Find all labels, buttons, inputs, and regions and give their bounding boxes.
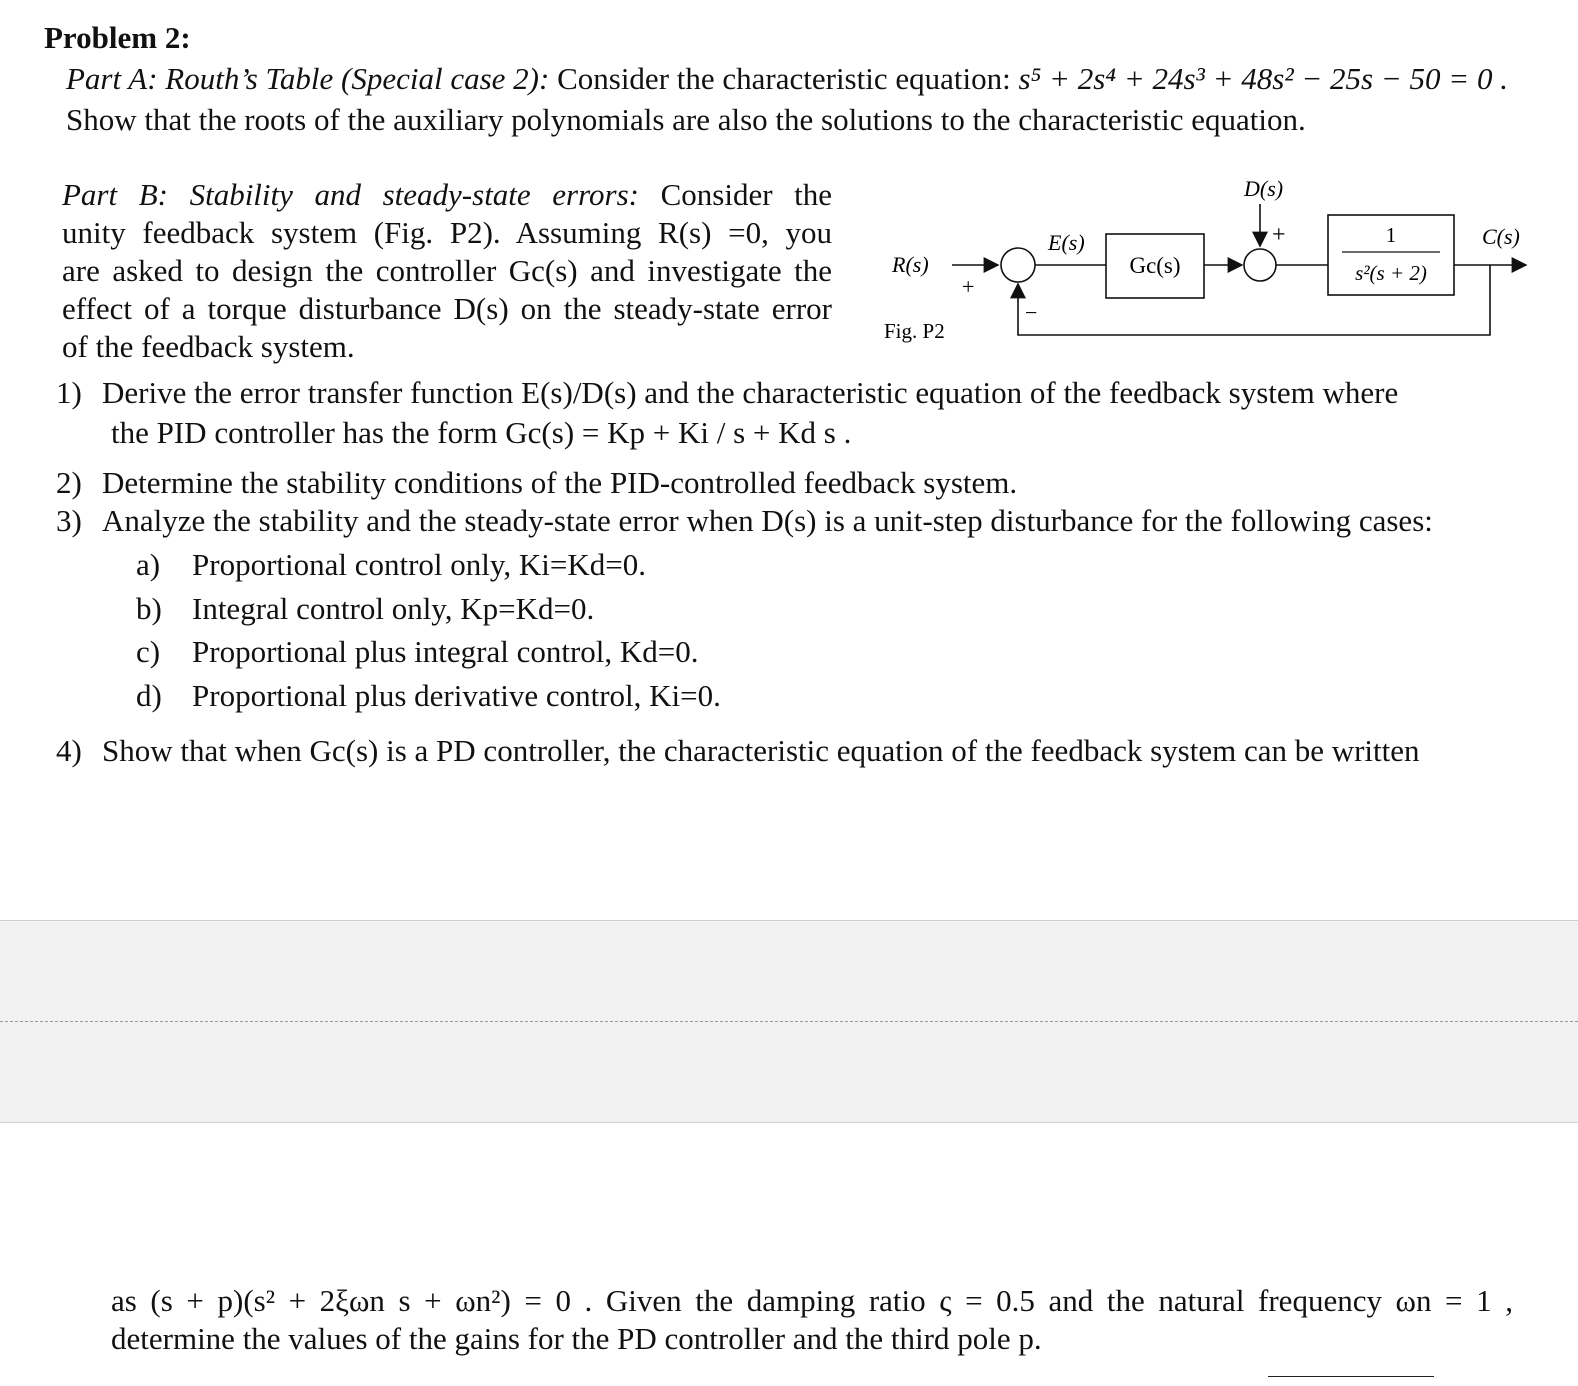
q2-text: Determine the stability conditions of the PID-controlled feedback system.	[102, 465, 1018, 500]
q3c-letter: c)	[136, 634, 161, 669]
q3c	[136, 633, 699, 671]
q4-line1: Show that when Gc(s) is a PD controller, the characteristic equation of the feedback system can be written	[102, 733, 1420, 768]
q4-line3: determine the values of the gains for the PD controller and the third pole p.	[111, 1321, 1042, 1356]
q1-line1: Derive the error transfer function E(s)/D(s) and the characteristic equation of the feedback system where	[102, 375, 1399, 410]
summing-junction-1	[1001, 248, 1035, 282]
q1-line2: the PID controller has the form Gc(s) = Kp + Ki / s + Kd s .	[111, 415, 852, 450]
question-2	[56, 464, 1017, 502]
input-label: R(s)	[892, 252, 929, 277]
sum1-minus-sign: −	[1025, 300, 1038, 325]
part-b-paragraph	[62, 176, 832, 366]
q3-number: 3)	[56, 503, 82, 538]
part-b-line3: are asked to design the controller Gc(s) and investigate the	[62, 253, 832, 288]
q4-number: 4)	[56, 733, 82, 768]
page-break-dashed-line	[0, 1021, 1578, 1022]
question-1	[56, 374, 1398, 412]
q3a-letter: a)	[136, 547, 161, 582]
part-b-line5: of the feedback system.	[62, 329, 355, 364]
page-break-bottom-edge	[0, 1122, 1578, 1123]
part-a-line1	[66, 60, 1508, 98]
q3-text: Analyze the stability and the steady-state error when D(s) is a unit-step disturbance for the following cases:	[102, 503, 1433, 538]
q3a	[136, 546, 646, 584]
problem-title: Problem 2:	[44, 20, 191, 55]
part-b-line1	[62, 176, 832, 214]
part-b-label: Part B: Stability and steady-state errors:	[62, 177, 639, 212]
q3d	[136, 677, 721, 715]
part-b-line2: unity feedback system (Fig. P2). Assuming R(s) =0, you	[62, 215, 832, 250]
controller-label: Gc(s)	[1129, 253, 1181, 278]
q4-line2: as (s + p)(s² + 2ξωn s + ωn²) = 0 . Given the damping ratio ς = 0.5 and the natural frequency ωn = 1 ,	[111, 1283, 1513, 1318]
error-label: E(s)	[1048, 230, 1085, 255]
figure-caption: Fig. P2	[884, 319, 945, 343]
sum2-plus-sign: +	[1272, 222, 1286, 248]
part-a-intro: Consider the characteristic equation:	[557, 61, 1011, 96]
q3b-letter: b)	[136, 591, 162, 626]
q3b	[136, 590, 594, 628]
q3d-text: Proportional plus derivative control, Ki=0.	[192, 678, 721, 713]
feedback-block-diagram	[870, 170, 1550, 360]
question-3	[56, 502, 1433, 540]
summing-junction-2	[1244, 249, 1276, 281]
q4-continued	[111, 1282, 1513, 1358]
disturbance-label: D(s)	[1244, 176, 1284, 201]
output-label: C(s)	[1482, 224, 1520, 249]
question-4	[56, 732, 1420, 770]
q2-number: 2)	[56, 465, 82, 500]
sum1-plus-sign: +	[962, 274, 975, 299]
q3d-letter: d)	[136, 678, 162, 713]
q3b-text: Integral control only, Kp=Kd=0.	[192, 591, 595, 626]
part-a-label: Part A: Routh’s Table (Special case 2):	[66, 61, 550, 96]
q3c-text: Proportional plus integral control, Kd=0.	[192, 634, 699, 669]
q3a-text: Proportional control only, Ki=Kd=0.	[192, 547, 646, 582]
part-b-line1-rest: Consider the	[660, 177, 833, 212]
plant-denominator: s²(s + 2)	[1355, 261, 1427, 285]
part-a-equation: s⁵ + 2s⁴ + 24s³ + 48s² − 25s − 50 = 0 .	[1018, 61, 1508, 96]
plant-numerator: 1	[1385, 223, 1397, 247]
part-b-line4: effect of a torque disturbance D(s) on the steady-state error	[62, 291, 832, 326]
q1-number: 1)	[56, 375, 82, 410]
part-a-line2: Show that the roots of the auxiliary polynomials are also the solutions to the characteristic equation.	[66, 102, 1306, 137]
bottom-rule	[1268, 1376, 1434, 1377]
